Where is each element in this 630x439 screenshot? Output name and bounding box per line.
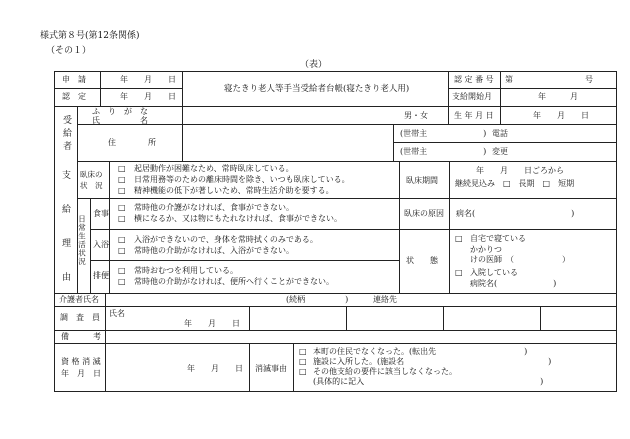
bedridden-text: 起居動作が困難なため、常時臥床している。: [134, 164, 294, 173]
checkbox[interactable]: □: [118, 186, 126, 195]
doctor-label-2: けの医師 （ ）: [470, 255, 570, 264]
reason-char-2: 給: [62, 205, 72, 215]
excretion-label: 排便: [93, 271, 109, 280]
reason-char-4: 由: [62, 273, 72, 283]
household-head-1: (世帯主 ): [400, 129, 487, 138]
name-label: 氏 名: [92, 116, 148, 125]
checkbox[interactable]: □: [118, 214, 126, 223]
loss-label-2: 年 月 日: [61, 369, 101, 378]
pay-start-label: 支給開始月: [452, 92, 492, 101]
apply-label: 申 請: [62, 75, 86, 84]
checkbox[interactable]: □: [455, 234, 463, 243]
loss-reason-text: その他支給の要件に該当しなくなった。: [313, 367, 457, 376]
loss-reason-text: 本町の住民でなくなった。(転出先 ): [313, 347, 528, 356]
form-number: 様式第８号(第12条関係): [40, 31, 140, 41]
checkbox[interactable]: □: [299, 347, 307, 356]
ledger-title: 寝たきり老人等手当受給者台帳(寝たきり老人用): [224, 84, 410, 94]
caregiver-label: 介護者氏名: [59, 295, 99, 304]
checkbox[interactable]: □: [118, 235, 126, 244]
address-label: 住 所: [108, 138, 156, 147]
cert-number-value: 第 号: [505, 75, 593, 84]
state-home-text: 自宅で寝ている: [470, 234, 526, 243]
reason-char-3: 理: [62, 239, 72, 249]
loss-date: 年 月 日: [187, 364, 243, 373]
pay-start-value: 年 月: [538, 92, 578, 101]
bedridden-label-2: 状 況: [80, 181, 103, 190]
bedridden-label-1: 臥床の: [80, 170, 103, 179]
checkbox[interactable]: □: [118, 203, 126, 212]
checkbox[interactable]: □: [118, 266, 126, 275]
change-label: 変更: [492, 147, 508, 156]
hospital-name-field: 病院名( ): [470, 279, 557, 288]
phone-label: 電話: [492, 129, 508, 138]
remarks-label: 備 考: [61, 332, 101, 341]
checkbox[interactable]: □: [118, 277, 126, 286]
bath-text: 常時他の介助がなければ、入浴ができない。: [134, 246, 294, 255]
checkbox[interactable]: □: [299, 367, 307, 376]
recipient-group-label: 受給者: [61, 115, 71, 154]
form-side: （表）: [300, 60, 328, 70]
excretion-text: 常時おむつを利用している。: [134, 266, 238, 275]
form-part: （その１）: [46, 46, 92, 56]
state-label: 状 態: [406, 256, 438, 265]
bed-period-label: 臥床期間: [406, 176, 438, 185]
certify-label: 認 定: [62, 92, 86, 101]
household-head-2: (世帯主 ): [400, 147, 487, 156]
checkbox[interactable]: □: [455, 268, 463, 277]
loss-reason-label: 消滅事由: [255, 364, 287, 373]
disease-name-field: 病名( ): [456, 209, 575, 218]
sex-field: 男・女: [404, 111, 428, 120]
excretion-text: 常時他の介助がなければ、便所へ行くことができない。: [134, 277, 334, 286]
certify-date: 年 月 日: [120, 92, 176, 101]
checkbox[interactable]: □: [118, 164, 126, 173]
doctor-label-1: かかりつ: [470, 245, 502, 254]
investigator-date: 年 月 日: [184, 319, 240, 328]
furigana-label: ふ り が な: [92, 107, 148, 116]
bedridden-text: 精神機能の低下が著しいため、常時生活介助を要する。: [134, 186, 334, 195]
birth-label: 生 年 月 日: [454, 111, 494, 120]
bed-period-expectation: 継続見込み □ 長期 □ 短期: [455, 179, 575, 188]
meal-label: 食事: [93, 209, 109, 218]
bedridden-text: 日常用務等のための離床時間を除き、いつも臥床している。: [134, 175, 350, 184]
loss-reason-detail: (具体的に記入 ): [313, 377, 544, 386]
caregiver-contact-label: 連絡先: [373, 295, 397, 304]
state-hospital-text: 入院している: [470, 268, 518, 277]
loss-reason-text: 施設に入所した。(施設名 ): [313, 357, 552, 366]
meal-text: 横になるか、又は物にもたれなければ、食事ができない。: [134, 214, 342, 223]
bed-cause-label: 臥床の原因: [404, 209, 444, 218]
daily-life-label: 日常生活状況: [77, 215, 87, 266]
cert-number-label: 認 定 番 号: [454, 75, 494, 84]
caregiver-relation: (続柄 ): [286, 295, 349, 304]
bath-text: 入浴ができないので、身体を常時拭くのみである。: [134, 235, 318, 244]
checkbox[interactable]: □: [118, 175, 126, 184]
checkbox[interactable]: □: [118, 246, 126, 255]
apply-date: 年 月 日: [120, 75, 176, 84]
bath-label: 入浴: [93, 240, 109, 249]
investigator-label: 調 査 員: [60, 313, 100, 322]
meal-text: 常時他の介護がなければ、食事ができない。: [134, 203, 294, 212]
birth-date: 年 月 日: [533, 111, 589, 120]
loss-label-1: 資 格 消 滅: [61, 357, 101, 366]
reason-char-1: 支: [62, 171, 72, 181]
bed-period-start: 年 月 日ごろから: [476, 166, 564, 175]
investigator-name-label: 氏名: [109, 309, 125, 318]
checkbox[interactable]: □: [299, 357, 307, 366]
